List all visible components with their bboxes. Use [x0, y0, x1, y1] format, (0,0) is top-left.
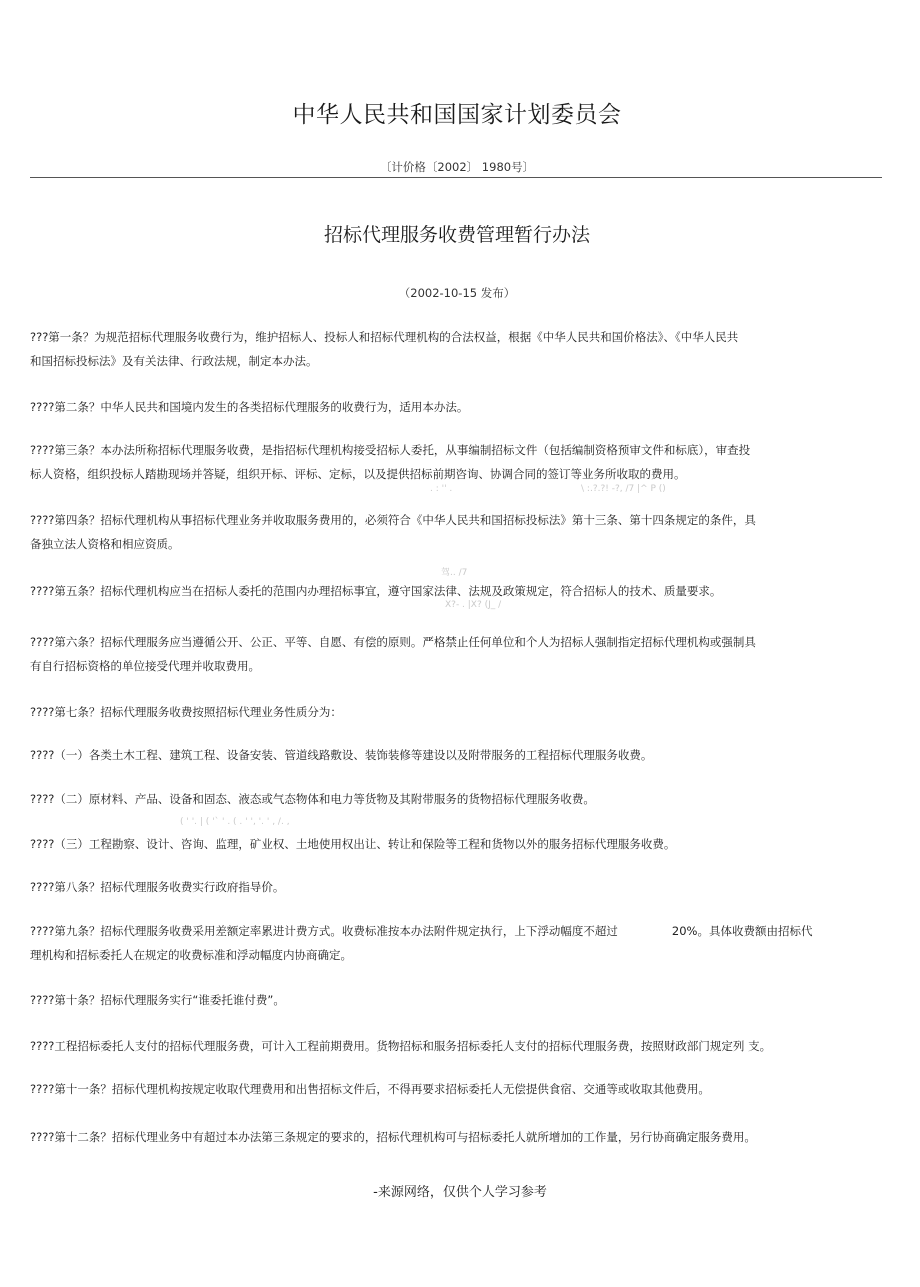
article-7-item-3 — [30, 832, 865, 856]
article-line: 备独立法人资格和相应资质。 — [30, 537, 180, 551]
article-line: ????第八条？招标代理服务收费实行政府指导价。 — [30, 880, 285, 894]
scan-artifact-text: ( ' '. | ( '` ' . ( . ' ', '. ' , /. , — [180, 817, 290, 827]
article-3 — [30, 438, 865, 486]
article-line: 有自行招标资格的单位接受代理并收取费用。 — [30, 659, 260, 673]
article-line: ????第二条？中华人民共和国境内发生的各类招标代理服务的收费行为，适用本办法。 — [30, 400, 469, 414]
article-line: ????（二）原材料、产品、设备和固态、液态或气态物体和电力等货物及其附带服务的货物招标代理服务收费。 — [30, 792, 595, 806]
scan-artifact-text: 驾.. /7 — [441, 568, 468, 578]
article-9-rate: 20%。具体收费额由招标代 — [671, 924, 813, 938]
article-line: ????第四条？招标代理机构从事招标代理业务并收取服务费用的，必须符合《中华人民共和国招标投标法》第十三条、第十四条规定的条件，具 — [30, 513, 756, 527]
article-7-item-2 — [30, 787, 865, 811]
article-line: ????工程招标委托人支付的招标代理服务费，可计入工程前期费用。货物招标和服务招标委托人支付的招标代理服务费，按照财政部门规定列 支。 — [30, 1039, 772, 1053]
scan-artifact-text: . : '' . \ :.?.?! -?, /7 |^ P () — [430, 484, 666, 494]
article-2 — [30, 395, 865, 419]
scan-artifact-text: X?- . |X? (J_ / — [445, 600, 502, 610]
article-line: ????（一）各类土木工程、建筑工程、设备安装、管道线路敷设、装饰装修等建设以及附带服务的工程招标代理服务收费。 — [30, 748, 653, 762]
article-line: ????第五条？招标代理机构应当在招标人委托的范围内办理招标事宜，遵守国家法律、法规及政策规定，符合招标人的技术、质量要求。 — [30, 584, 722, 598]
article-line: 理机构和招标委托人在规定的收费标准和浮动幅度内协商确定。 — [30, 948, 352, 962]
article-9 — [30, 919, 865, 967]
article-line: ????第十二条？招标代理业务中有超过本办法第三条规定的要求的，招标代理机构可与招标委托人就所增加的工作量，另行协商确定服务费用。 — [30, 1130, 756, 1144]
article-line: ????第六条？招标代理服务应当遵循公开、公正、平等、自愿、有偿的原则。严格禁止任何单位和个人为招标人强制指定招标代理机构或强制具 — [30, 635, 756, 649]
article-line — [30, 919, 865, 943]
article-line: ????第三条？本办法所称招标代理服务收费，是指招标代理机构接受招标人委托，从事编制招标文件（包括编制资格预审文件和标底），审查投 — [30, 443, 751, 457]
article-4 — [30, 508, 865, 556]
article-12 — [30, 1125, 865, 1149]
article-10 — [30, 988, 865, 1012]
article-6 — [30, 630, 865, 678]
publish-date: （2002-10-15 发布） — [398, 286, 516, 300]
issuing-authority-title: 中华人民共和国国家计划委员会 — [292, 102, 622, 128]
article-line: 标人资格，组织投标人踏勘现场并答疑，组织开标、评标、定标，以及提供招标前期咨询、协调合同的签订等业务所收取的费用。 — [30, 467, 686, 481]
article-9-text: ????第九条？招标代理服务收费采用差额定率累进计费方式。收费标准按本办法附件规定执行，上下浮动幅度不超过 — [30, 924, 618, 938]
document-title: 招标代理服务收费管理暂行办法 — [323, 224, 590, 246]
document-number: 〔计价格〔2002〕 1980号〕 — [379, 160, 535, 174]
article-7 — [30, 700, 865, 724]
article-line: ???第一条？为规范招标代理服务收费行为，维护招标人、投标人和招标代理机构的合法权益，根据《中华人民共和国价格法》、《中华人民共 — [30, 330, 739, 344]
article-1 — [30, 325, 865, 373]
article-8 — [30, 875, 865, 899]
header-divider — [30, 177, 882, 178]
article-line: ????第七条？招标代理服务收费按照招标代理业务性质分为： — [30, 705, 342, 719]
scan-artifact-line: \ :.?.?! -?, /7 |^ P () — [581, 484, 666, 494]
article-11 — [30, 1077, 865, 1101]
article-line: 和国招标投标法》及有关法律、行政法规，制定本办法。 — [30, 354, 318, 368]
article-line: ????（三）工程勘察、设计、咨询、监理，矿业权、土地使用权出让、转让和保险等工程和货物以外的服务招标代理服务收费。 — [30, 837, 676, 851]
article-10-clause — [30, 1034, 865, 1058]
article-line: ????第十一条？招标代理机构按规定收取代理费用和出售招标文件后，不得再要求招标委托人无偿提供食宿、交通等或收取其他费用。 — [30, 1082, 710, 1096]
article-line: ????第十条？招标代理服务实行“谁委托谁付费”。 — [30, 993, 285, 1007]
article-7-item-1 — [30, 743, 865, 767]
footer-note: -来源网络，仅供个人学习参考 — [373, 1185, 547, 1200]
